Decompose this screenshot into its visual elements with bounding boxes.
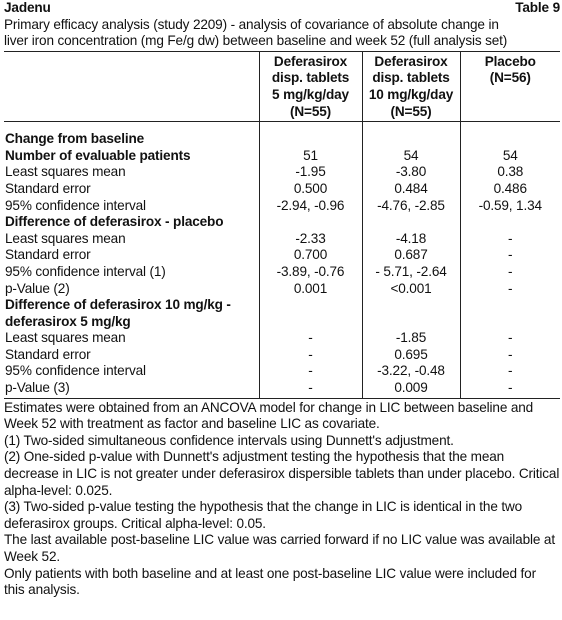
cell-placebo (460, 122, 560, 148)
column-header-dfx10: Deferasirox disp. tablets 10 mg/kg/day (N=55) (362, 51, 460, 121)
cell-placebo: 0.38 (497, 164, 524, 180)
row-label: Least squares mean (4, 164, 259, 181)
cell-placebo (460, 214, 560, 231)
footnote: The last available post-baseline LIC value was carried forward if no LIC value was available at Week 52. (4, 532, 555, 564)
cell-dfx5 (259, 122, 362, 148)
cell-dfx5: - (259, 363, 362, 380)
efficacy-table (4, 51, 560, 399)
product-name: Jadenu (4, 0, 51, 15)
footnote: Only patients with both baseline and at least one post-baseline LIC value were included for this analysis. (4, 565, 536, 598)
table-row (4, 330, 560, 347)
cell-dfx10: -4.76, -2.85 (362, 198, 460, 215)
cell-dfx5: -2.33 (259, 231, 362, 248)
table-row (4, 122, 560, 148)
column-header-label (4, 51, 259, 121)
table-header-row (4, 51, 560, 121)
row-label: Number of evaluable patients (4, 148, 259, 165)
cell-dfx5: -3.89, -0.76 (259, 264, 362, 281)
cell-dfx5: - (259, 330, 362, 347)
cell-dfx10: -3.22, -0.48 (362, 363, 460, 380)
table-number: Table 9 (515, 0, 560, 15)
caption-line: liver iron concentration (mg Fe/g dw) between baseline and week 52 (full analysis set) (4, 33, 508, 49)
table-caption (4, 17, 560, 50)
cell-dfx10: 54 (362, 148, 460, 165)
cell-dfx10 (362, 122, 460, 148)
row-label: Standard error (4, 181, 259, 198)
row-label: Least squares mean (4, 330, 259, 347)
cell-dfx10: -3.80 (362, 164, 460, 181)
row-label: Difference of deferasirox 10 mg/kg - deferasirox 5 mg/kg (4, 297, 259, 330)
table-body (4, 122, 560, 399)
cell-dfx10: -4.18 (362, 231, 460, 248)
table-row (4, 347, 560, 364)
cell-placebo: 0.486 (493, 180, 527, 196)
cell-placebo: - (508, 363, 513, 379)
cell-dfx5: - (259, 347, 362, 364)
table-row (4, 231, 560, 248)
table-row (4, 247, 560, 264)
footnote: Estimates were obtained from an ANCOVA model for change in LIC between baseline and Week 52 with treatment as factor and baseline LIC as covariate. (4, 399, 534, 432)
cell-dfx5: 0.001 (259, 281, 362, 298)
row-label: 95% confidence interval (1) (4, 264, 259, 281)
cell-dfx5: 51 (259, 148, 362, 165)
cell-dfx10: 0.687 (362, 247, 460, 264)
cell-placebo: 54 (502, 147, 518, 163)
footnote: (2) One-sided p-value with Dunnett's adjustment testing the hypothesis that the mean decrease in LIC is not greater under deferasirox dispersible tablets than under placebo. Critical alpha-level: 0.025. (4, 449, 560, 498)
cell-placebo: - (460, 380, 560, 398)
cell-dfx5 (259, 214, 362, 231)
caption-line: Primary efficacy analysis (study 2209) - analysis of covariance of absolute change in (4, 16, 499, 32)
row-label: Standard error (4, 347, 259, 364)
table-row (4, 164, 560, 181)
table-row (4, 264, 560, 281)
cell-placebo: - (508, 280, 513, 296)
table-row (4, 380, 560, 398)
row-label: p-Value (2) (4, 281, 259, 298)
cell-dfx10 (362, 297, 460, 330)
table-row (4, 214, 560, 231)
footnote: (3) Two-sided p-value testing the hypothesis that the change in LIC is identical in the two deferasirox groups. Critical alpha-level: 0.05. (4, 499, 523, 531)
cell-dfx5: -1.95 (259, 164, 362, 181)
row-label: Difference of deferasirox - placebo (4, 214, 259, 231)
cell-dfx10: 0.484 (362, 181, 460, 198)
row-label: 95% confidence interval (4, 363, 259, 380)
row-label: Change from baseline (4, 122, 259, 148)
row-label: Least squares mean (4, 231, 259, 248)
cell-placebo: - (508, 263, 513, 279)
table-row (4, 297, 560, 330)
cell-dfx10 (362, 214, 460, 231)
cell-dfx10: 0.009 (362, 380, 460, 398)
cell-dfx5: - (259, 380, 362, 398)
cell-dfx10: <0.001 (362, 281, 460, 298)
table-row (4, 363, 560, 380)
row-label: 95% confidence interval (4, 198, 259, 215)
cell-dfx10: 0.695 (362, 347, 460, 364)
cell-dfx5 (259, 297, 362, 330)
table-row (4, 181, 560, 198)
table-row (4, 198, 560, 215)
row-label: p-Value (3) (4, 380, 259, 398)
document-header (4, 0, 560, 17)
cell-placebo (460, 297, 560, 330)
footnote: (1) Two-sided simultaneous confidence intervals using Dunnett's adjustment. (4, 432, 454, 448)
footnotes (4, 400, 560, 599)
cell-dfx5: 0.500 (259, 181, 362, 198)
cell-dfx10: -1.85 (362, 330, 460, 347)
row-label: Standard error (4, 247, 259, 264)
cell-placebo: - (508, 230, 513, 246)
table-row (4, 281, 560, 298)
table-row (4, 148, 560, 165)
cell-placebo: - (508, 247, 513, 263)
column-header-placebo: Placebo (N=56) (460, 51, 560, 121)
cell-placebo: -0.59, 1.34 (478, 197, 542, 213)
cell-dfx5: 0.700 (259, 247, 362, 264)
cell-dfx5: -2.94, -0.96 (259, 198, 362, 215)
cell-dfx10: - 5.71, -2.64 (362, 264, 460, 281)
document-page (4, 0, 560, 599)
cell-placebo: - (508, 346, 513, 362)
column-header-dfx5: Deferasirox disp. tablets 5 mg/kg/day (N=55) (259, 51, 362, 121)
cell-placebo: - (508, 330, 513, 346)
